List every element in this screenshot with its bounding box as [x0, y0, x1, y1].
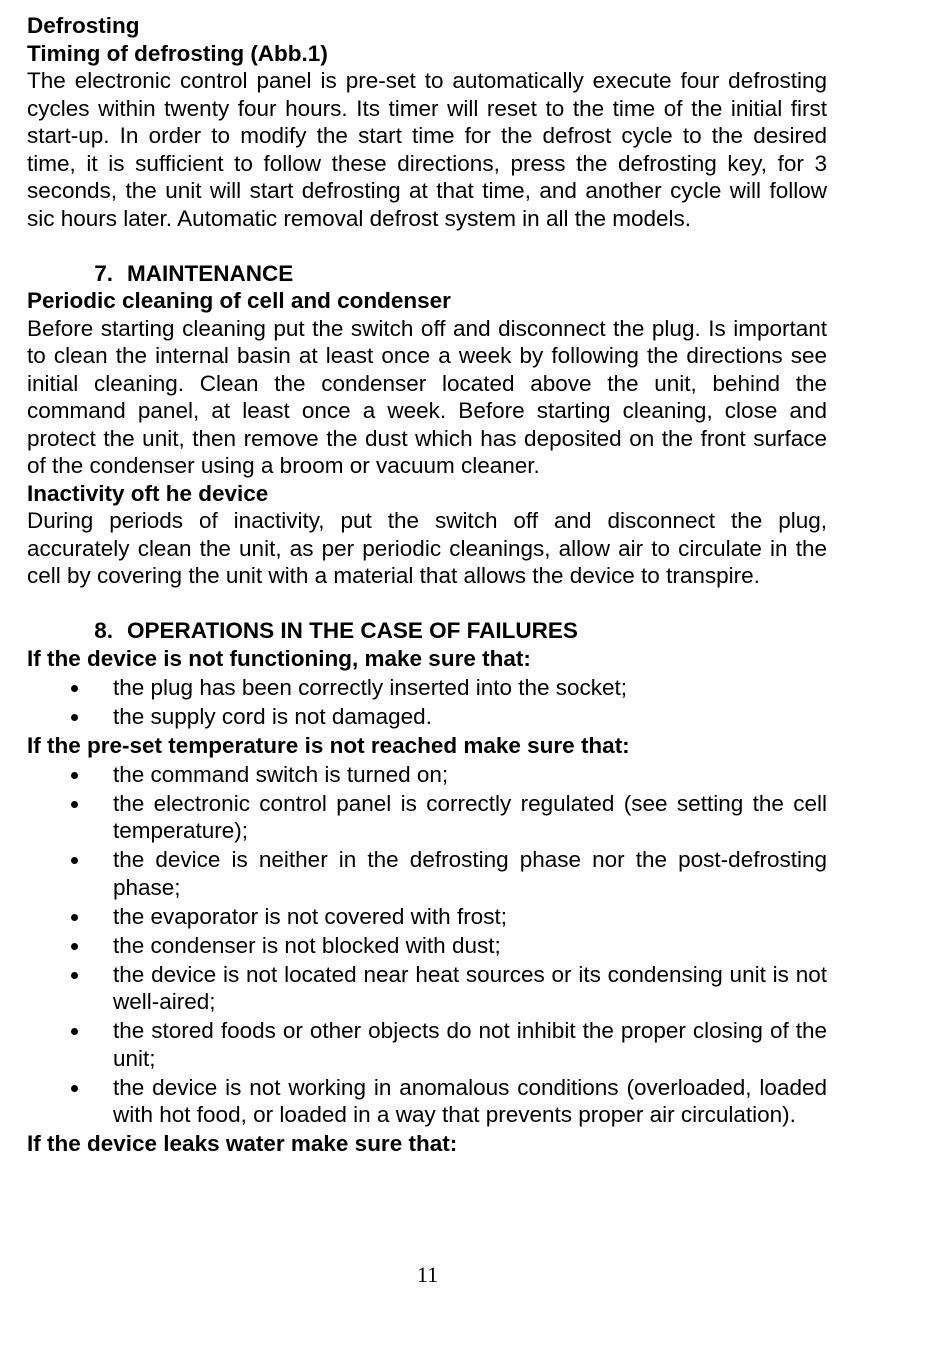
section-title: OPERATIONS IN THE CASE OF FAILURES — [127, 618, 578, 643]
cleaning-subheading: Periodic cleaning of cell and condenser — [27, 288, 451, 313]
list-item — [27, 903, 827, 931]
spacer — [27, 232, 827, 260]
section-number: 7. — [94, 260, 113, 286]
bullet-icon — [27, 846, 113, 901]
list-item — [27, 703, 827, 731]
failures-section-heading — [27, 617, 827, 645]
defrost-timing-paragraph: The electronic control panel is pre-set to automatically execute four defrosting cycles within twenty four hours. Its timer will reset to the time of the initial first start-up. In order to modify the start time for the defrost cycle to the desired time, it is sufficient to follow these directions, press the defrosting key, for 3 seconds, the unit will start defrosting at that time, and another cycle will follow sic hours later. Automatic removal defrost system in all the models. — [27, 68, 827, 231]
list-item-text: the device is not working in anomalous conditions (overloaded, loaded with hot food, or loaded in a way that prevents proper air circulation). — [113, 1074, 827, 1127]
list-item — [27, 790, 827, 845]
section-number: 8. — [94, 618, 113, 643]
bullet-icon — [27, 674, 113, 702]
not-functioning-list — [27, 674, 827, 731]
spacer — [27, 590, 827, 618]
bullet-icon — [27, 961, 113, 1016]
list-item-text: the stored foods or other objects do not inhibit the proper closing of the unit; — [113, 1018, 827, 1071]
section-title: MAINTENANCE — [127, 260, 294, 286]
page-number: 11 — [416, 1262, 439, 1287]
not-functioning-subheading: If the device is not functioning, make sure that: — [27, 645, 531, 671]
defrosting-heading: Defrosting — [27, 13, 140, 38]
bullet-icon — [27, 903, 113, 931]
defrost-timing-subheading: Timing of defrosting (Abb.1) — [27, 40, 328, 66]
bullet-icon — [27, 790, 113, 845]
list-item-text: the evaporator is not covered with frost; — [113, 903, 507, 929]
list-item-text: the command switch is turned on; — [113, 761, 449, 787]
bullet-icon — [27, 1074, 113, 1129]
cleaning-paragraph: Before starting cleaning put the switch off and disconnect the plug. Is important to clean the internal basin at least once a week by following the directions see initial cleaning. Clean the condenser located above the unit, behind the command panel, at least once a week. Before starting cleaning, close and protect the unit, then remove the dust which has deposited on the front surface of the condenser using a broom or vacuum cleaner. — [27, 315, 827, 478]
list-item-text: the device is not located near heat sources or its condensing unit is not well-aired; — [113, 961, 827, 1014]
inactivity-subheading: Inactivity oft he device — [27, 480, 269, 506]
leaks-subheading: If the device leaks water make sure that: — [27, 1131, 458, 1156]
list-item-text: the plug has been correctly inserted into the socket; — [113, 674, 628, 700]
list-item — [27, 846, 827, 901]
inactivity-paragraph: During periods of inactivity, put the switch off and disconnect the plug, accurately clean the unit, as per periodic cleanings, allow air to circulate in the cell by covering the unit with a material that allows the device to transpire. — [27, 508, 827, 588]
list-item-text: the supply cord is not damaged. — [113, 703, 432, 729]
list-item — [27, 1074, 827, 1129]
bullet-icon — [27, 761, 113, 789]
list-item — [27, 932, 827, 960]
list-item-text: the device is neither in the defrosting phase nor the post-defrosting phase; — [113, 847, 827, 900]
list-item — [27, 674, 827, 702]
temperature-subheading: If the pre-set temperature is not reached make sure that: — [27, 732, 630, 758]
temperature-list — [27, 761, 827, 1129]
document-page — [27, 12, 827, 1158]
bullet-icon — [27, 932, 113, 960]
list-item — [27, 1017, 827, 1072]
maintenance-section-heading — [27, 260, 827, 288]
bullet-icon — [27, 703, 113, 731]
list-item-text: the electronic control panel is correctly regulated (see setting the cell temperature); — [113, 790, 827, 843]
bullet-icon — [27, 1017, 113, 1072]
list-item-text: the condenser is not blocked with dust; — [113, 932, 501, 958]
list-item — [27, 961, 827, 1016]
list-item — [27, 761, 827, 789]
